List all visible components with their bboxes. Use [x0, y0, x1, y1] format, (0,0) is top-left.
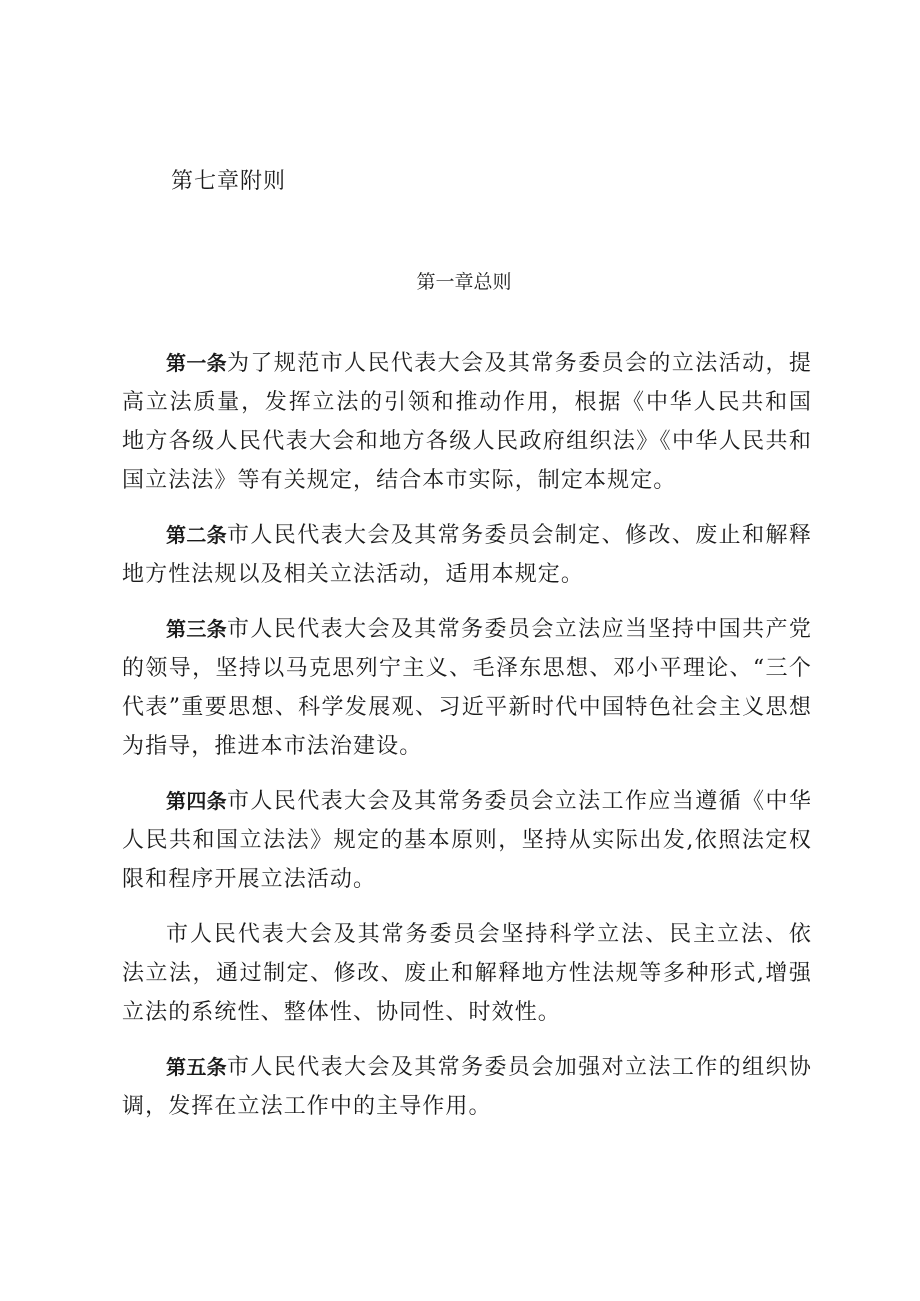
article-text: 市人民代表大会及其常务委员会制定、修改、废止和解释地方性法规以及相关立法活动，适用本规定。 [122, 523, 812, 587]
article-paragraph [122, 915, 812, 1032]
article-number: 第四条 [166, 789, 227, 813]
article-text: 市人民代表大会及其常务委员会加强对立法工作的组织协调，发挥在立法工作中的主导作用。 [122, 1055, 812, 1119]
article-paragraph [122, 1048, 812, 1126]
article-number: 第三条 [166, 617, 227, 641]
article-number: 第二条 [166, 523, 227, 547]
article-paragraph [122, 610, 812, 766]
article-text: 市人民代表大会及其常务委员会立法工作应当遵循《中华人民共和国立法法》规定的基本原则，坚持从实际出发,依照法定权限和程序开展立法活动。 [122, 789, 812, 892]
article-number: 第一条 [166, 351, 227, 375]
article-text: 为了规范市人民代表大会及其常务委员会的立法活动，提高立法质量，发挥立法的引领和推动作用，根据《中华人民共和国地方各级人民代表大会和地方各级人民政府组织法》《中华人民共和国立法法》等有关规定，结合本市实际，制定本规定。 [122, 351, 812, 493]
article-paragraph [122, 782, 812, 899]
article-number: 第五条 [166, 1055, 227, 1079]
article-paragraph [122, 516, 812, 594]
chapter-one-heading: 第一章总则 [416, 271, 512, 293]
chapter-one-body [122, 344, 812, 1142]
article-paragraph [122, 344, 812, 500]
article-text: 市人民代表大会及其常务委员会立法应当坚持中国共产党的领导，坚持以马克思列宁主义、毛泽东思想、邓小平理论、“三个代表”重要思想、科学发展观、习近平新时代中国特色社会主义思想为指导，推进本市法治建设。 [122, 617, 812, 759]
article-text: 市人民代表大会及其常务委员会坚持科学立法、民主立法、依法立法，通过制定、修改、废止和解释地方性法规等多种形式,增强立法的系统性、整体性、协同性、时效性。 [122, 922, 812, 1025]
outline-chapter-seven: 第七章附则 [171, 169, 287, 194]
